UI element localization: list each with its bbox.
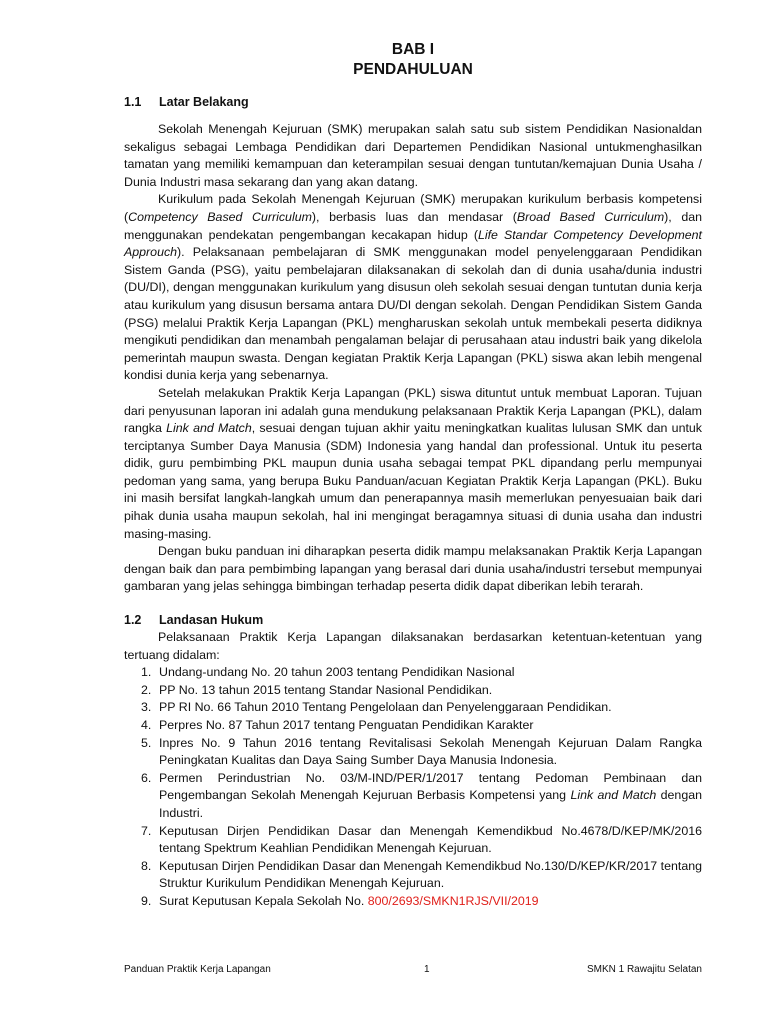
list-item [124, 823, 702, 858]
paragraph-3 [124, 385, 702, 543]
footer-document-title: Panduan Praktik Kerja Lapangan [124, 964, 271, 975]
list-item-text: Permen Perindustrian No. 03/M-IND/PER/1/2017 tentang Pedoman Pembinaan dan Pengembangan Sekolah Menengah Kejuruan Berbasis Kompetensi yang [159, 770, 702, 803]
list-item [124, 893, 702, 911]
list-item [124, 699, 702, 717]
list-item-number: 3. [141, 700, 152, 715]
list-item [124, 770, 702, 823]
paragraph-2 [124, 191, 702, 385]
p3-text-c: , sesuai dengan tujuan akhir yaitu meningkatkan kualitas lulusan SMK dan untuk terciptanya Sumber Daya Manusia (SDM) Indonesia yang handal dan professional. Untuk itu peserta didik, guru pembimbing PKL maupun dunia usaha sebagai tempat PKL dipandang perlu mempunyai pedoman yang sama, yang berupa Buku Panduan/acuan Kegiatan Praktik Kerja Lapangan (PKL). Buku ini masih bersifat langkah-langkah umum dan penerapannya masih memerlukan penyesuaian baik dari pihak dunia usaha maupun sekolah, hal ini mengingat beragamnya situasi di dunia usaha dan industri masing-masing. [124, 421, 702, 541]
list-item [124, 682, 702, 700]
legal-basis-list [124, 664, 702, 910]
footer-school-name: SMKN 1 Rawajitu Selatan [586, 964, 702, 975]
list-item-number: 7. [141, 823, 152, 838]
list-item [124, 664, 702, 682]
p2-italic-lscda: Life Standar Competency Development Approuch [124, 227, 702, 260]
list-item-number: 4. [141, 718, 152, 732]
list-item-text-end: dengan Industri. [159, 788, 702, 820]
list-item-text: Undang-undang No. 20 tahun 2003 tentang Pendidikan Nasional [159, 665, 515, 680]
list-item [124, 858, 702, 893]
section-number: 1.2 [124, 613, 142, 628]
p2-italic-bbc: Broad Based Curriculum [516, 209, 665, 224]
list-item-number: 2. [141, 682, 152, 697]
list-item [124, 735, 702, 770]
list-item-italic-link-match: Link and Match [570, 788, 657, 803]
decree-reference-number: 800/2693/SMKN1RJS/VII/2019 [367, 893, 539, 908]
list-item [124, 717, 702, 735]
p2-text-a: Kurikulum pada Sekolah Menengah Kejuruan (SMK) merupakan kurikulum berbasis kompetensi ( [124, 192, 702, 224]
list-item-text: Surat Keputusan Kepala Sekolah No. [159, 893, 368, 908]
list-item-text: Keputusan Dirjen Pendidikan Dasar dan Menengah Kemendikbud No.4678/D/KEP/MK/2016 tentang Spektrum Keahlian Pendidikan Menengah Kejuruan. [159, 823, 702, 856]
section-title: Latar Belakang [159, 95, 249, 109]
p2-text-g: ). Pelaksanaan pembelajaran di SMK menggunakan model penyelenggaraan Pendidikan Sistem Ganda (PSG), yaitu pembelajaran dilaksanakan di sekolah dan di dunia usaha/dunia industri (DU/DI), dengan menggunakan kurikulum yang disusun oleh sekolah sesuai dengan tuntutan dunia kerja atau kurikulum yang disusun bersama antara DU/DI dengan sekolah. Dengan Pendidikan Sistem Ganda (PSG) melalui Praktik Kerja Lapangan (PKL) mengharuskan sekolah untuk membekali peserta didiknya mengikuti pendidikan dan menambah pengalaman belajar di perusahaan atau industri baik yang dikelola pemerintah maupun swasta. Dengan kegiatan Praktik Kerja Lapangan (PKL) siswa akan lebih mengenal kondisi dunia kerja yang sebenarnya. [124, 245, 702, 383]
list-item-number: 8. [141, 858, 152, 873]
chapter-title: PENDAHULUAN [353, 61, 473, 78]
chapter-label: BAB I [391, 41, 435, 58]
list-item-number: 9. [141, 893, 152, 908]
paragraph-4: Dengan buku panduan ini diharapkan peserta didik mampu melaksanakan Praktik Kerja Lapangan dengan baik dan para pembimbing lapangan yang berasal dari dunia usaha/industri tersebut mempunyai gambaran yang jelas sehingga bimbingan terhadap peserta didik dapat diberikan lebih terarah. [124, 544, 702, 594]
list-item-text: PP No. 13 tahun 2015 tentang Standar Nasional Pendidikan. [159, 682, 493, 697]
p2-text-c: ), berbasis luas dan mendasar ( [311, 209, 517, 224]
paragraph-1: Sekolah Menengah Kejuruan (SMK) merupakan salah satu sub sistem Pendidikan Nasionaldan sekaligus sebagai Lembaga Pendidikan dari Departemen Pendidikan Nasional untukmenghasilkan tamatan yang memiliki kemampuan dan keterampilan sesuai dengan tuntutan/kemajuan Dunia Usaha / Dunia Industri masa sekarang dan yang akan datang. [124, 122, 702, 189]
list-item-number: 1. [141, 665, 152, 680]
landasan-intro: Pelaksanaan Praktik Kerja Lapangan dilaksanakan berdasarkan ketentuan-ketentuan yang tertuang didalam: [124, 630, 702, 662]
p3-italic-link-match: Link and Match [166, 421, 252, 436]
p2-text-e: ), dan menggunakan pendekatan pengembangan kecakapan hidup ( [124, 209, 703, 242]
section-title: Landasan Hukum [159, 613, 264, 628]
list-item-text: Perpres No. 87 Tahun 2017 tentang Penguatan Pendidikan Karakter [159, 718, 534, 732]
list-item-text: Keputusan Dirjen Pendidikan Dasar dan Menengah Kemendikbud No.130/D/KEP/KR/2017 tentang Struktur Kurikulum Pendidikan Menengah Kejuruan. [159, 858, 702, 891]
section-number: 1.1 [124, 95, 142, 109]
p3-text-a: Setelah melakukan Praktik Kerja Lapangan (PKL) siswa dituntut untuk membuat Laporan. Tujuan dari penyusunan laporan ini adalah guna mendukung pelaksanaan Praktik Kerja Lapangan (PKL), dalam rangka [124, 385, 702, 436]
footer-page-number: 1 [424, 964, 430, 975]
list-item-text: PP RI No. 66 Tahun 2010 Tentang Pengelolaan dan Penyelenggaraan Pendidikan. [159, 700, 612, 715]
section-heading-latar-belakang [124, 93, 702, 111]
p2-italic-cbc: Competency Based Curriculum [128, 209, 312, 224]
list-item-text: Inpres No. 9 Tahun 2016 tentang Revitalisasi Sekolah Menengah Kejuruan Dalam Rangka Peningkatan Kualitas dan Daya Saing Sumber Daya Manusia Indonesia. [159, 735, 702, 768]
section-heading-landasan-hukum [124, 611, 702, 629]
list-item-number: 6. [141, 770, 152, 785]
page-content [124, 0, 702, 911]
list-item-number: 5. [141, 735, 152, 750]
